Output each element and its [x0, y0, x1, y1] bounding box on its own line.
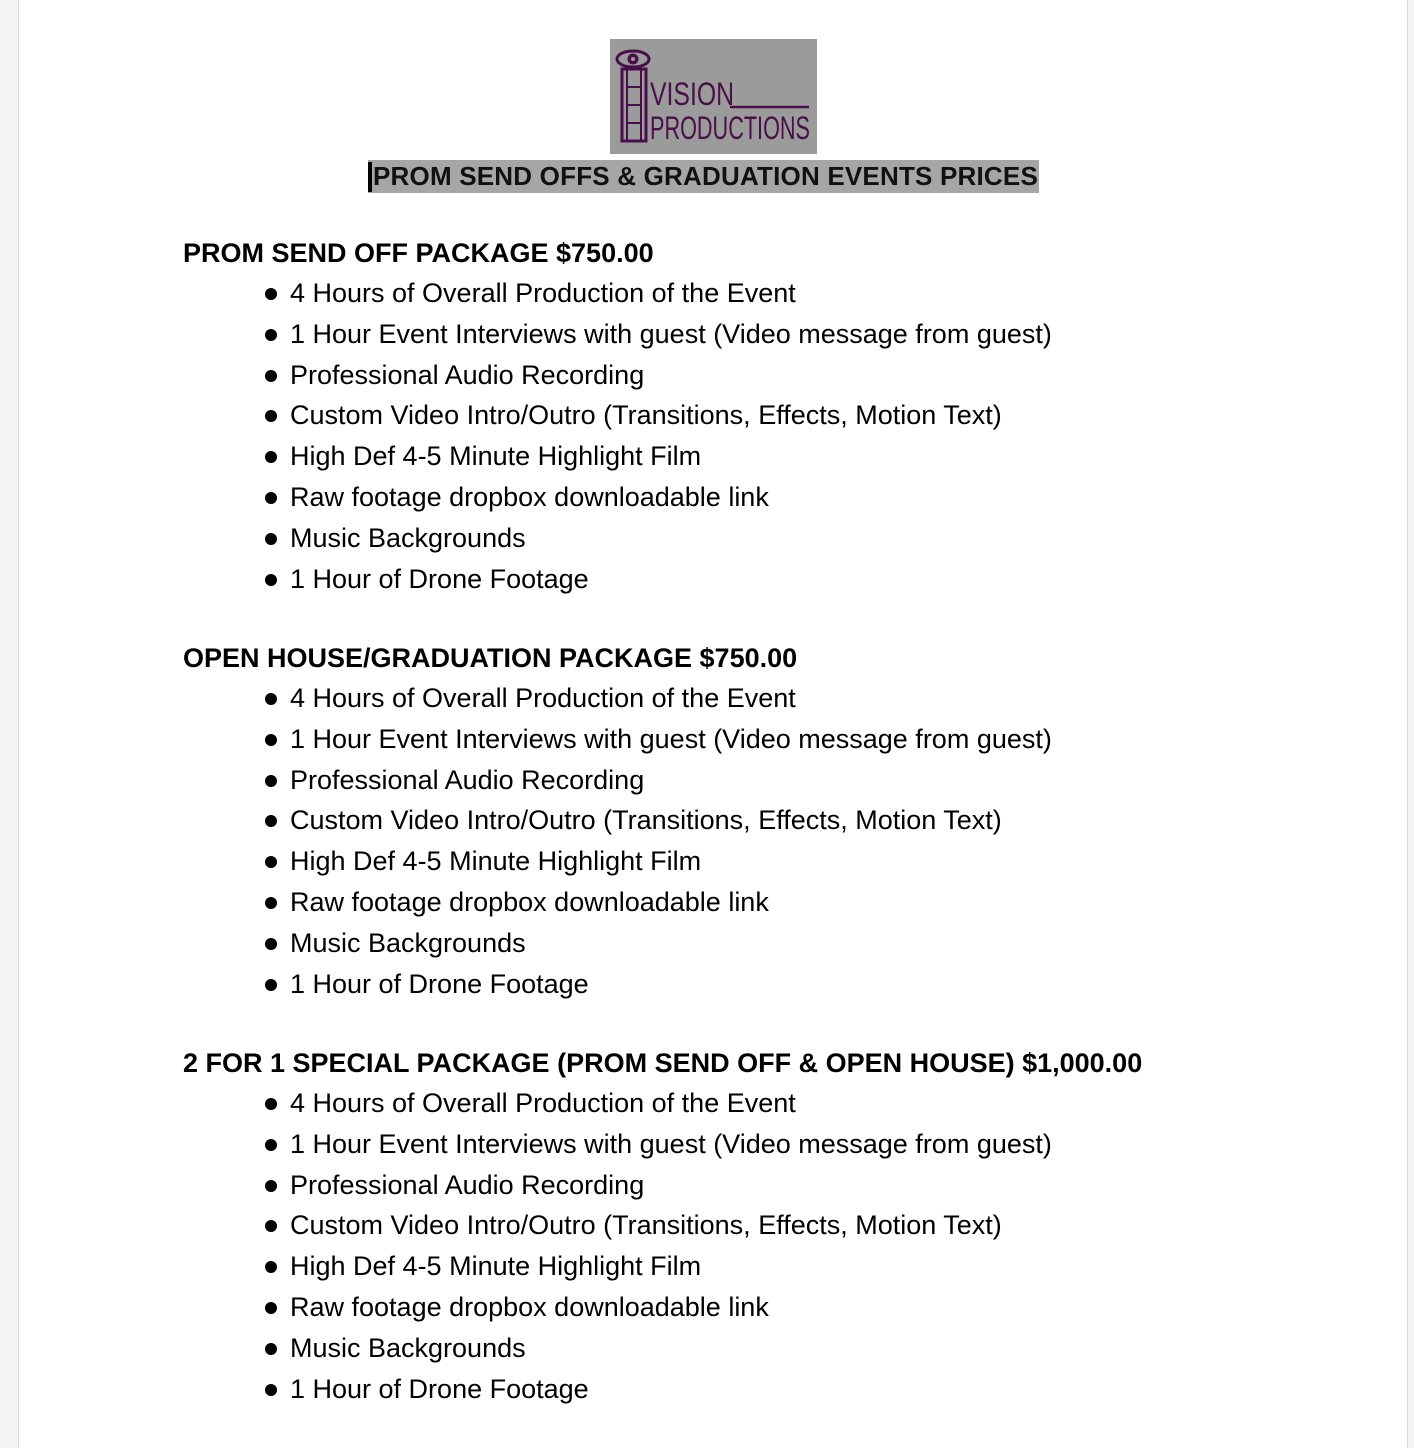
bullet-icon: [265, 734, 277, 746]
list-item: Professional Audio Recording: [265, 355, 1383, 396]
bullet-icon: [265, 693, 277, 705]
list-item: Professional Audio Recording: [265, 760, 1383, 801]
package-open-house-graduation: [183, 638, 1383, 1004]
package-prom-send-off: [183, 233, 1383, 599]
bullet-icon: [265, 1220, 277, 1232]
list-item: Music Backgrounds: [265, 518, 1383, 559]
bullet-icon: [265, 533, 277, 545]
list-item: 1 Hour Event Interviews with guest (Video message from guest): [265, 314, 1383, 355]
bullet-icon: [265, 574, 277, 586]
bullet-icon: [265, 1139, 277, 1151]
list-item: 4 Hours of Overall Production of the Event: [265, 273, 1383, 314]
document-title-text: PROM SEND OFFS & GRADUATION EVENTS PRICES: [373, 161, 1038, 191]
package-feature-list: [183, 273, 1383, 599]
bullet-icon: [265, 1180, 277, 1192]
package-2-for-1-special: [183, 1043, 1383, 1409]
list-item: Raw footage dropbox downloadable link: [265, 477, 1383, 518]
bullet-icon: [265, 979, 277, 991]
bullet-icon: [265, 1302, 277, 1314]
vision-productions-logo: [610, 39, 817, 154]
list-item: High Def 4-5 Minute Highlight Film: [265, 841, 1383, 882]
document-title[interactable]: [368, 160, 1039, 193]
bullet-icon: [265, 938, 277, 950]
bullet-icon: [265, 1098, 277, 1110]
package-feature-list: [183, 678, 1383, 1004]
bullet-icon: [265, 815, 277, 827]
bullet-icon: [265, 410, 277, 422]
bullet-icon: [265, 897, 277, 909]
list-item: 1 Hour Event Interviews with guest (Video message from guest): [265, 1124, 1383, 1165]
list-item: High Def 4-5 Minute Highlight Film: [265, 1246, 1383, 1287]
list-item: 4 Hours of Overall Production of the Event: [265, 678, 1383, 719]
bullet-icon: [265, 492, 277, 504]
bullet-icon: [265, 1261, 277, 1273]
package-heading: OPEN HOUSE/GRADUATION PACKAGE $750.00: [183, 643, 798, 673]
list-item: 1 Hour of Drone Footage: [265, 964, 1383, 1005]
list-item: High Def 4-5 Minute Highlight Film: [265, 436, 1383, 477]
bullet-icon: [265, 856, 277, 868]
list-item: Raw footage dropbox downloadable link: [265, 882, 1383, 923]
list-item: Custom Video Intro/Outro (Transitions, Effects, Motion Text): [265, 1205, 1383, 1246]
bullet-icon: [265, 1384, 277, 1396]
list-item: Music Backgrounds: [265, 923, 1383, 964]
bullet-icon: [265, 329, 277, 341]
list-item: 1 Hour Event Interviews with guest (Video message from guest): [265, 719, 1383, 760]
list-item: 1 Hour of Drone Footage: [265, 1369, 1383, 1410]
bullet-icon: [265, 370, 277, 382]
list-item: Raw footage dropbox downloadable link: [265, 1287, 1383, 1328]
bullet-icon: [265, 451, 277, 463]
list-item: Custom Video Intro/Outro (Transitions, Effects, Motion Text): [265, 395, 1383, 436]
list-item: 4 Hours of Overall Production of the Event: [265, 1083, 1383, 1124]
eye-icon: [617, 51, 649, 67]
bullet-icon: [265, 1343, 277, 1355]
film-strip-icon: [622, 69, 646, 141]
bullet-icon: [265, 288, 277, 300]
package-heading: PROM SEND OFF PACKAGE $750.00: [183, 238, 654, 268]
list-item: Professional Audio Recording: [265, 1165, 1383, 1206]
document-page: [18, 0, 1408, 1448]
logo-line1: VISION: [650, 76, 734, 112]
package-feature-list: [183, 1083, 1383, 1409]
text-cursor: [368, 162, 372, 192]
bullet-icon: [265, 775, 277, 787]
package-heading: 2 FOR 1 SPECIAL PACKAGE (PROM SEND OFF & OPEN HOUSE) $1,000.00: [183, 1048, 1143, 1078]
list-item: 1 Hour of Drone Footage: [265, 559, 1383, 600]
list-item: Custom Video Intro/Outro (Transitions, Effects, Motion Text): [265, 800, 1383, 841]
logo-graphic: [610, 39, 817, 154]
logo-line2: PRODUCTIONS: [650, 110, 810, 146]
list-item: Music Backgrounds: [265, 1328, 1383, 1369]
